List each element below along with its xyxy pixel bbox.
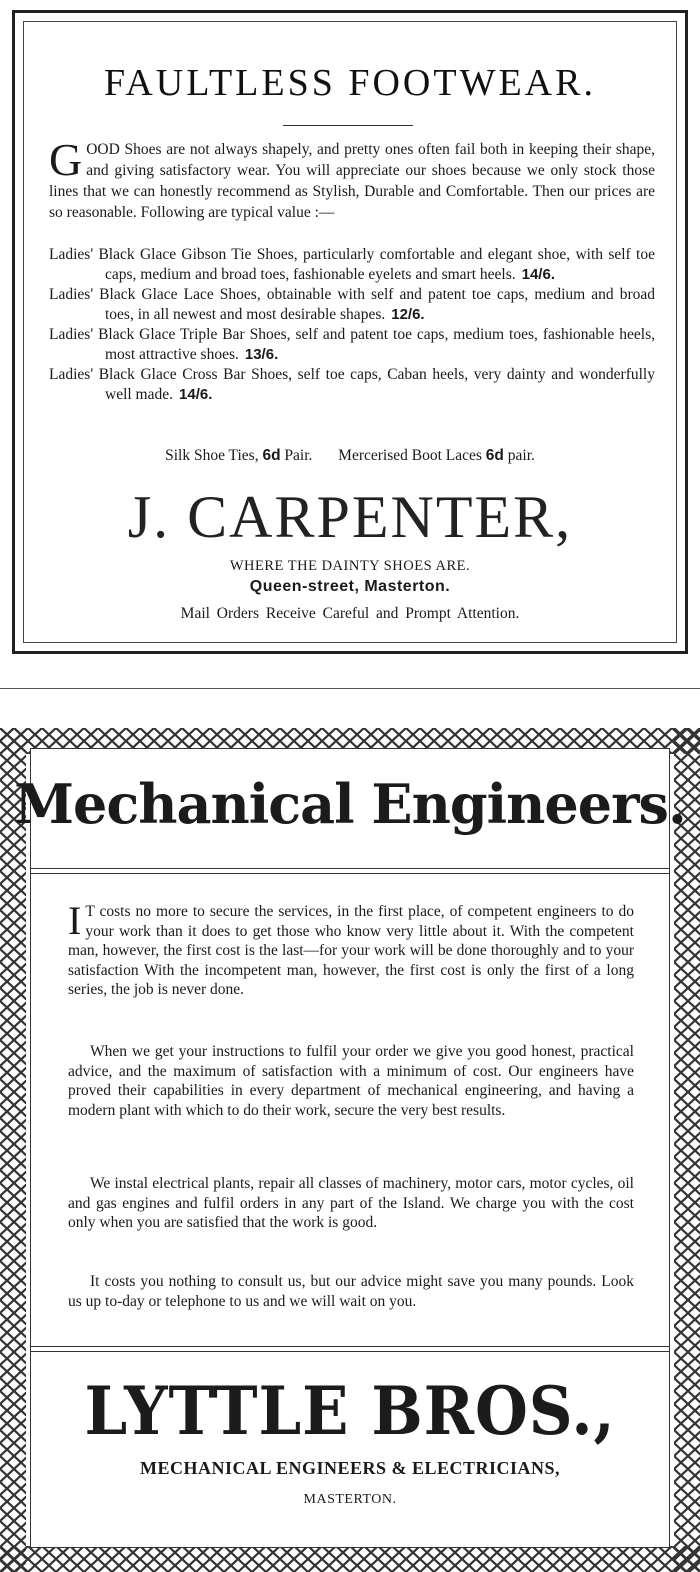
item-description: Ladies' Black Glace Gibson Tie Shoes, particularly comfortable and elegant shoe, with self toe caps, medium and broad toes, fashionable eyelets and smart heels. — [49, 246, 655, 283]
paragraph-3: We instal electrical plants, repair all classes of machinery, motor cars, motor cycles, oil and gas engines and fulfil orders in any part of the Island. We charge you with the cost only when you are satisfied that the work is good. — [68, 1175, 634, 1231]
name-double-rule — [30, 1346, 670, 1352]
mail-orders-note: Mail Orders Receive Careful and Prompt Attention. — [180, 605, 520, 622]
list-item — [49, 245, 655, 285]
paragraph-2: When we get your instructions to fulfil your order we give you good honest, practical advice, and the maximum of satisfaction with a minimum of cost. Our engineers have proved their capabilities in every department of mechanical engineering, and having a modern plant with which to do their work, secure the very best results. — [68, 1043, 634, 1119]
ties-and-laces-line — [15, 447, 685, 465]
laces-price: 6d — [485, 447, 504, 464]
item-price: 14/6. — [521, 266, 555, 283]
drop-cap: I — [68, 898, 82, 943]
ties-unit: Pair. — [284, 447, 313, 464]
laces-unit: pair. — [507, 447, 535, 464]
item-description: Ladies' Black Glace Triple Bar Shoes, self and patent toe caps, medium toes, fashionable heels, most attractive shoes. — [49, 326, 655, 363]
page-separator — [0, 688, 700, 689]
title-rule — [283, 125, 413, 126]
item-description: Ladies' Black Glace Lace Shoes, obtainable with self and patent toe caps, medium and broad toes, in all newest and most desirable shapes. — [49, 286, 655, 323]
ad-title: FAULTLESS FOOTWEAR. — [104, 62, 596, 104]
paragraph-1 — [68, 898, 634, 1000]
intro-text: OOD Shoes are not always shapely, and pretty ones often fail both in keeping their shape, and giving satisfactory wear. You will appreciate our shoes because we only stock those lines that we can honestly recommend as Stylish, Durable and Comfortable. Then our prices are so reasonable. Following are typical value :— — [49, 141, 655, 221]
lyttle-bros-ad — [0, 728, 700, 1572]
merchant-tagline: WHERE THE DAINTY SHOES ARE. — [229, 558, 471, 574]
list-item — [49, 325, 655, 365]
shoe-price-list — [49, 245, 655, 405]
ad-title: Mechanical Engineers. — [14, 772, 686, 836]
company-town: MASTERTON. — [303, 1492, 397, 1507]
decorative-border-bottom — [0, 1546, 700, 1572]
list-item — [49, 285, 655, 325]
paragraph-4: It costs you nothing to consult us, but our advice might save you many pounds. Look us up to-day or telephone to us and we will wait on you. — [68, 1273, 634, 1310]
drop-cap: G — [49, 134, 83, 185]
decorative-border-right — [674, 728, 700, 1572]
decorative-border-left — [0, 728, 26, 1572]
item-price: 12/6. — [391, 306, 425, 323]
company-name: LYTTLE BROS., — [84, 1372, 616, 1450]
paragraph-text: T costs no more to secure the services, in the first place, of competent engineers to do your work than it does to get those who know very little about it. With the competent man, however, the first cost is the last—for your work will be done thoroughly and to your satisfaction With the incompetent man, however, the first cost is only the first of a long series, the job is never done. — [68, 903, 634, 998]
ties-price: 6d — [262, 447, 281, 464]
laces-label: Mercerised Boot Laces — [338, 447, 482, 464]
title-double-rule — [30, 868, 670, 874]
merchant-address: Queen-street, Masterton. — [249, 578, 451, 595]
ties-label: Silk Shoe Ties, — [165, 447, 259, 464]
intro-paragraph — [49, 134, 655, 223]
item-price: 14/6. — [179, 386, 213, 403]
item-price: 13/6. — [244, 346, 279, 363]
merchant-name: J. CARPENTER, — [127, 484, 573, 550]
list-item — [49, 365, 655, 405]
item-description: Ladies' Black Glace Cross Bar Shoes, self toe caps, Caban heels, very dainty and wonderfully well made. — [49, 366, 655, 403]
company-subtitle: MECHANICAL ENGINEERS & ELECTRICIANS, — [139, 1458, 561, 1478]
faultless-footwear-ad — [12, 10, 688, 654]
